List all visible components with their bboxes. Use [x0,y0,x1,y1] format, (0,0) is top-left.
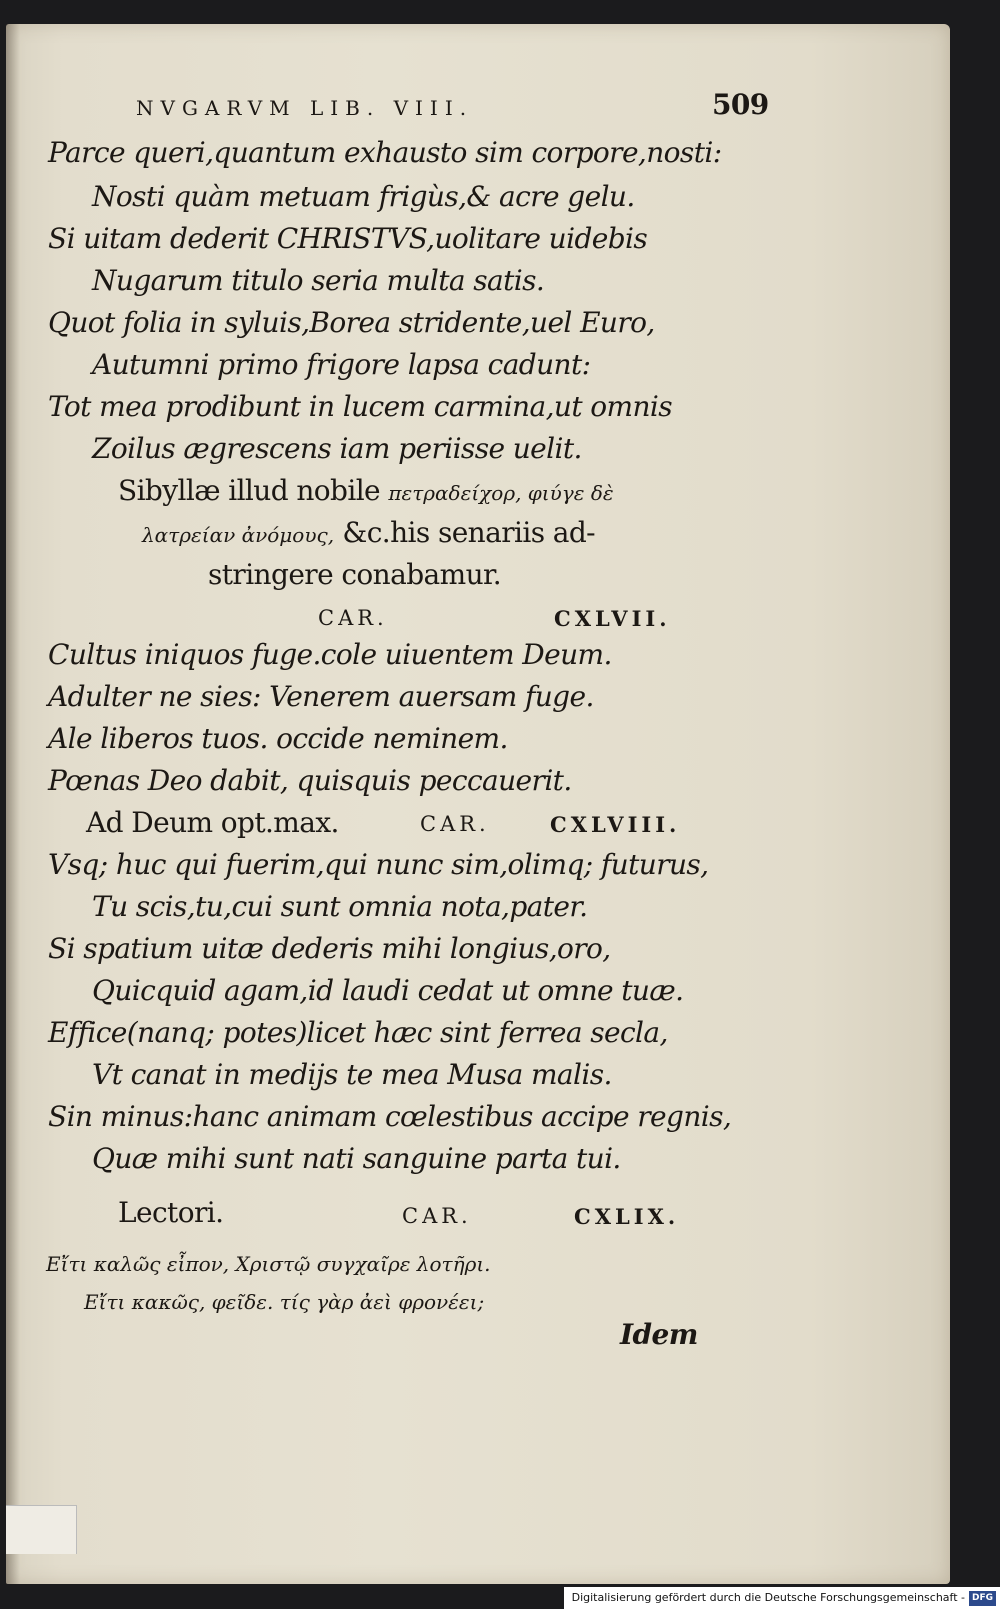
verse-line: Cultus iniquos fuge.cole uiuentem Deum. [48,638,612,671]
verse-line: Quicquid agam,id laudi cedat ut omne tuæ. [92,974,684,1007]
verse-line: Tot mea prodibunt in lucem carmina,ut omnis [48,390,673,423]
verse-line: Nosti quàm metuam frigùs,& acre gelu. [92,180,635,213]
carmen-number: CXLVIII. [550,812,681,837]
greek-text: λατρείαν ἀνόμους, [142,523,335,547]
catchword: Idem [620,1318,698,1351]
book-page [6,24,950,1584]
verse-line: Vsq; huc qui fuerim,qui nunc sim,olimq; futurus, [48,848,709,881]
verse-line: Parce queri,quantum exhausto sim corpore,nosti: [48,136,722,169]
credit-text: Digitalisierung gefördert durch die Deutsche Forschungsgemeinschaft - [571,1591,965,1604]
verse-line: Effice(nanq; potes)licet hæc sint ferrea secla, [48,1016,668,1049]
verse-line: Nugarum titulo seria multa satis. [92,264,545,297]
prose-line [118,474,614,507]
corner-paper-tab [6,1505,77,1554]
verse-line: Pœnas Deo dabit, quisquis peccauerit. [48,764,572,797]
verse-line: Zoilus ægrescens iam periisse uelit. [92,432,582,465]
verse-line: Sin minus:hanc animam cœlestibus accipe regnis, [48,1100,732,1133]
prose-text: &c.his senariis ad- [342,516,596,549]
verse-line: Autumni primo frigore lapsa cadunt: [92,348,591,381]
carmen-label: CAR. [420,812,490,836]
carmen-label: CAR. [402,1204,472,1228]
page-number: 509 [712,88,769,121]
prose-line [142,516,595,549]
prose-text: Sibyllæ illud nobile [118,474,381,507]
running-title: NVGARVM LIB. VIII. [136,96,474,120]
verse-line: Adulter ne sies: Venerem auersam fuge. [48,680,594,713]
verse-line: Quæ mihi sunt nati sanguine parta tui. [92,1142,621,1175]
verse-line: Ale liberos tuos. occide neminem. [48,722,508,755]
carmen-label: CAR. [318,606,388,630]
verse-line: Vt canat in medijs te mea Musa malis. [92,1058,612,1091]
verse-line: Tu scis,tu,cui sunt omnia nota,pater. [92,890,588,923]
carmen-number: CXLIX. [574,1204,680,1229]
prose-line: stringere conabamur. [208,558,502,591]
verse-line: Si spatium uitæ dederis mihi longius,oro, [48,932,611,965]
carmen-title: Lectori. [118,1196,224,1229]
page-text [6,24,950,1584]
carmen-number: CXLVII. [554,606,671,631]
greek-verse: Εἴτι κακῶς, φεῖδε. τίς γὰρ ἀεὶ φρονέει; [84,1290,485,1314]
dfg-logo: DFG [969,1591,996,1606]
digitization-credit [564,1587,1000,1609]
greek-text: πετραδείχορ, φιύγε δὲ [388,481,614,505]
verse-line: Si uitam dederit CHRISTVS,uolitare uidebis [48,222,648,255]
carmen-title: Ad Deum opt.max. [86,806,339,839]
verse-line: Quot folia in syluis,Borea stridente,uel Euro, [48,306,655,339]
greek-verse: Εἴτι καλῶς εἶπον, Χριστῷ συγχαῖρε λοτῆρι. [46,1252,491,1276]
